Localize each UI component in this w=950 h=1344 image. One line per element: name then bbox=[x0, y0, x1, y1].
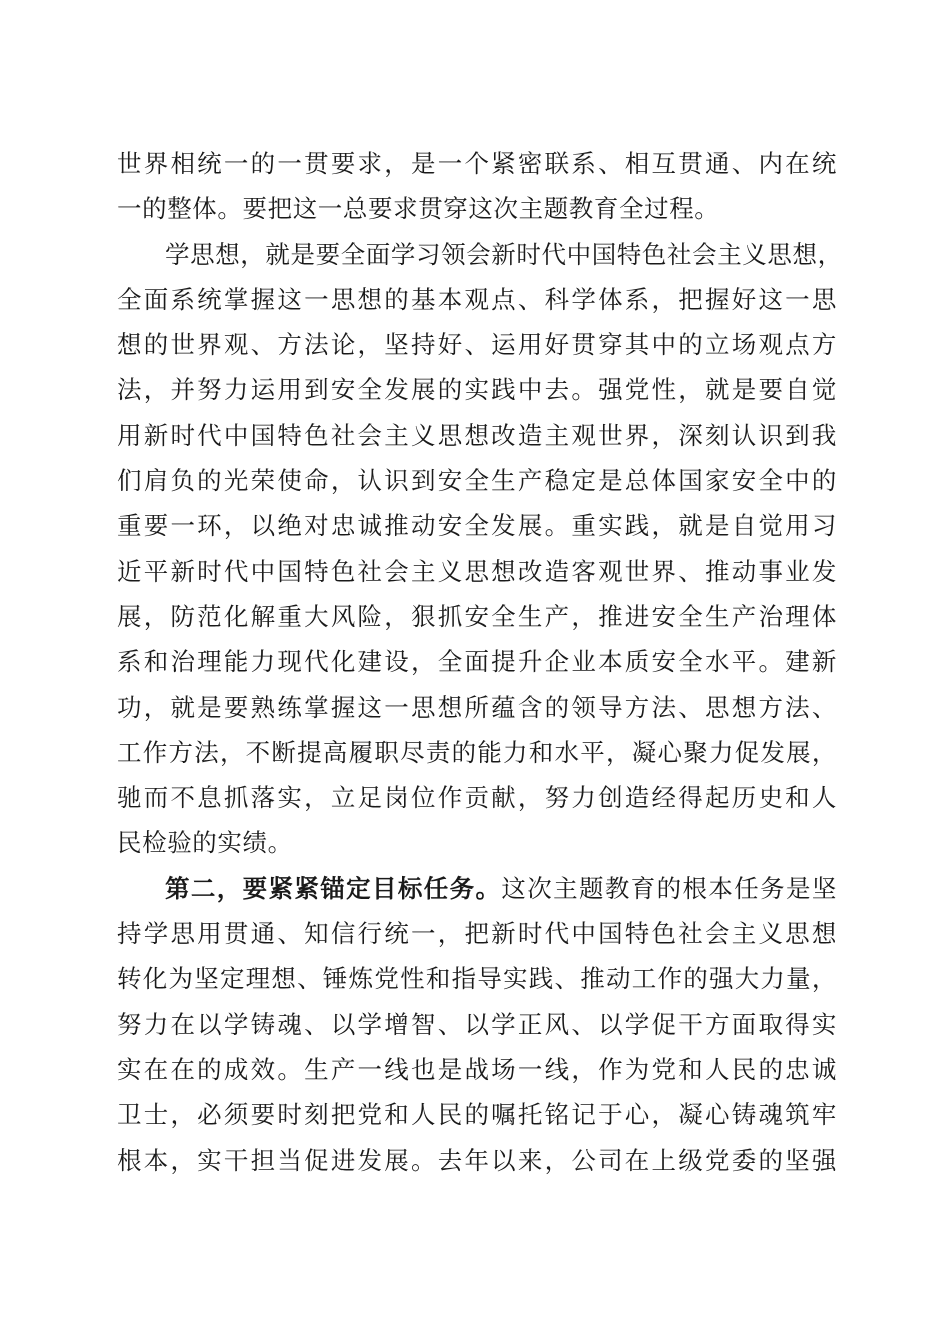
paragraph-2-line: 们肩负的光荣使命，认识到安全生产稳定是总体国家安全中的 bbox=[117, 466, 837, 496]
paragraph-2-line: 功，就是要熟练掌握这一思想所蕴含的领导方法、思想方法、 bbox=[117, 692, 837, 722]
paragraph-3-lead-heading: 第二，要紧紧锚定目标任务。 bbox=[165, 873, 502, 903]
paragraph-3-line: 实在在的成效。生产一线也是战场一线，作为党和人民的忠诚 bbox=[117, 1054, 837, 1084]
paragraph-1-line: 一的整体。要把这一总要求贯穿这次主题教育全过程。 bbox=[117, 194, 720, 224]
paragraph-2-line: 系和治理能力现代化建设，全面提升企业本质安全水平。建新 bbox=[117, 647, 837, 677]
paragraph-2-line: 重要一环，以绝对忠诚推动安全发展。重实践，就是自觉用习 bbox=[117, 511, 837, 541]
paragraph-1-line: 世界相统一的一贯要求，是一个紧密联系、相互贯通、内在统 bbox=[117, 149, 837, 178]
paragraph-2-line: 学思想，就是要全面学习领会新时代中国特色社会主义思想， bbox=[165, 239, 843, 269]
paragraph-2-line: 法，并努力运用到安全发展的实践中去。强党性，就是要自觉 bbox=[117, 375, 837, 405]
paragraph-3-line: 卫士，必须要时刻把党和人民的嘱托铭记于心，凝心铸魂筑牢 bbox=[117, 1100, 837, 1130]
paragraph-2-line: 民检验的实绩。 bbox=[117, 828, 293, 858]
document-body bbox=[117, 141, 843, 1183]
paragraph-2-line: 想的世界观、方法论，坚持好、运用好贯穿其中的立场观点方 bbox=[117, 330, 837, 360]
paragraph-2-line: 近平新时代中国特色社会主义思想改造客观世界、推动事业发 bbox=[117, 556, 837, 586]
paragraph-3-line: 努力在以学铸魂、以学增智、以学正风、以学促干方面取得实 bbox=[117, 1009, 837, 1039]
paragraph-3-line: 持学思用贯通、知信行统一，把新时代中国特色社会主义思想 bbox=[117, 919, 837, 949]
paragraph-2-line: 用新时代中国特色社会主义思想改造主观世界，深刻认识到我 bbox=[117, 420, 837, 450]
paragraph-3-line: 根本，实干担当促进发展。去年以来，公司在上级党委的坚强 bbox=[117, 1145, 837, 1175]
paragraph-2-line: 工作方法，不断提高履职尽责的能力和水平，凝心聚力促发展， bbox=[117, 737, 837, 767]
paragraph-2-line: 展，防范化解重大风险，狠抓安全生产，推进安全生产治理体 bbox=[117, 601, 837, 631]
paragraph-3-first-line bbox=[117, 866, 837, 911]
paragraph-2-line: 驰而不息抓落实，立足岗位作贡献，努力创造经得起历史和人 bbox=[117, 783, 837, 813]
paragraph-3-line: 转化为坚定理想、锤炼党性和指导实践、推动工作的强大力量， bbox=[117, 964, 837, 994]
paragraph-3-first-line-rest: 这次主题教育的根本任务是坚 bbox=[501, 873, 837, 903]
paragraph-2-line: 全面系统掌握这一思想的基本观点、科学体系，把握好这一思 bbox=[117, 284, 837, 314]
